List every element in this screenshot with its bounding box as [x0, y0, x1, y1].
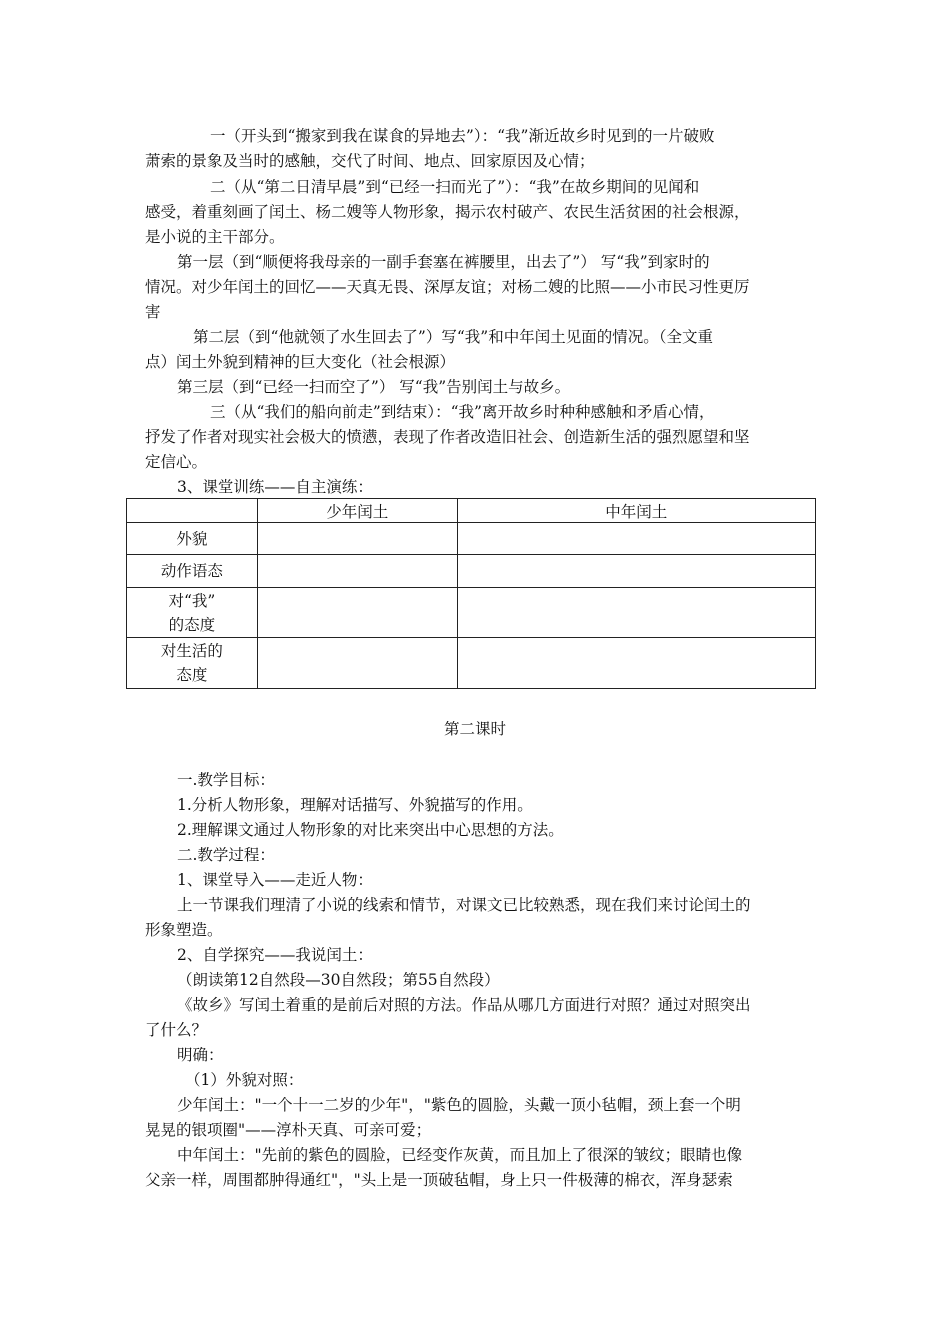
row-label [127, 588, 258, 638]
row-label-text: 态度 [176, 666, 208, 684]
paragraph-line: 晃晃的银项圈"——淳朴天真、可亲可爱； [145, 1121, 432, 1139]
comparison-table [126, 498, 816, 689]
paragraph-line: （朗读第12自然段—30自然段；第55自然段） [177, 971, 500, 989]
paragraph-line: 二.教学过程： [177, 846, 275, 864]
paragraph-line: 定信心。 [145, 453, 208, 471]
table-header-cell [127, 499, 258, 523]
exercise-heading: 3、课堂训练——自主演练： [177, 478, 373, 496]
table-cell [257, 523, 457, 555]
paragraph-line: 害 [145, 303, 161, 321]
paragraph-line: 一.教学目标： [177, 771, 275, 789]
row-label-text: 的态度 [168, 615, 216, 634]
paragraph-line: 少年闰土："一个十一二岁的少年"，"紫色的圆脸，头戴一顶小毡帽，颈上套一个明 [177, 1096, 741, 1114]
paragraph-line: 上一节课我们理清了小说的线索和情节，对课文已比较熟悉，现在我们来讨论闰土的 [177, 896, 751, 914]
row-label [127, 555, 258, 588]
paragraph-line: 2.理解课文通过人物形象的对比来突出中心思想的方法。 [177, 821, 564, 839]
paragraph-line: 是小说的主干部分。 [145, 228, 285, 246]
paragraph-line: 父亲一样，周围都肿得通红"，"头上是一顶破毡帽，身上只一件极薄的棉衣，浑身瑟索 [145, 1171, 733, 1189]
table-header-cell: 少年闰土 [257, 499, 457, 523]
row-label-text: 对生活的 [160, 642, 223, 660]
paragraph-line: 第一层（到“顺便将我母亲的一副手套塞在裤腰里，出去了”） 写“我”到家时的 [177, 253, 710, 271]
table-row [127, 523, 816, 555]
row-label-text: 外貌 [176, 529, 208, 548]
row-label [127, 638, 258, 689]
table-header-cell: 中年闰土 [457, 499, 815, 523]
table-cell [257, 588, 457, 638]
paragraph-line: 萧索的景象及当时的感触，交代了时间、地点、回家原因及心情； [145, 152, 595, 170]
paragraph-line: 中年闰土："先前的紫色的圆脸，已经变作灰黄，而且加上了很深的皱纹；眼睛也像 [177, 1146, 743, 1164]
table-row [127, 638, 816, 689]
paragraph-line: 第二层（到“他就领了水生回去了”）写“我”和中年闰土见面的情况。（全文重 [193, 328, 713, 346]
paragraph-line: 第三层（到“已经一扫而空了”） 写“我”告别闰土与故乡。 [177, 378, 571, 396]
row-label-text: 对“我” [168, 591, 216, 610]
paragraph-line: 2、自学探究——我说闰土： [177, 946, 373, 964]
table-cell [257, 638, 457, 689]
table-row [127, 588, 816, 638]
paragraph-line: 感受，着重刻画了闰土、杨二嫂等人物形象，揭示农村破产、农民生活贫困的社会根源， [145, 203, 750, 221]
paragraph-line: 《故乡》写闰土着重的是前后对照的方法。作品从哪几方面进行对照？通过对照突出 [177, 996, 751, 1014]
table-cell [457, 638, 815, 689]
row-label [127, 523, 258, 555]
section-title: 第二课时 [443, 720, 506, 738]
paragraph-line: （1）外貌对照： [185, 1071, 304, 1089]
table-cell [257, 555, 457, 588]
paragraph-line: 三（从“我们的船向前走”到结束）：“我”离开故乡时种种感触和矛盾心情， [210, 403, 715, 421]
paragraph-line: 一（开头到“搬家到我在谋食的异地去”）：“我”渐近故乡时见到的一片破败 [210, 127, 715, 145]
table-cell [457, 523, 815, 555]
paragraph-line: 二（从“第二日清早晨”到“已经一扫而光了”）：“我”在故乡期间的见闻和 [210, 178, 700, 196]
paragraph-line: 形象塑造。 [145, 921, 223, 939]
table-cell [457, 555, 815, 588]
paragraph-line: 情况。对少年闰土的回忆——天真无畏、深厚友谊；对杨二嫂的比照——小市民习性更厉 [145, 278, 750, 296]
paragraph-line: 抒发了作者对现实社会极大的愤懑，表现了作者改造旧社会、创造新生活的强烈愿望和坚 [145, 428, 750, 446]
paragraph-line: 明确： [177, 1046, 224, 1064]
row-label-text: 动作语态 [160, 562, 223, 580]
paragraph-line: 1.分析人物形象，理解对话描写、外貌描写的作用。 [177, 796, 533, 814]
paragraph-line: 点）闰土外貌到精神的巨大变化（社会根源） [145, 353, 456, 371]
paragraph-line: 了什么？ [145, 1021, 208, 1039]
table-cell [457, 588, 815, 638]
paragraph-line: 1、课堂导入——走近人物： [177, 871, 373, 889]
table-row [127, 555, 816, 588]
table-header-row [127, 499, 816, 523]
